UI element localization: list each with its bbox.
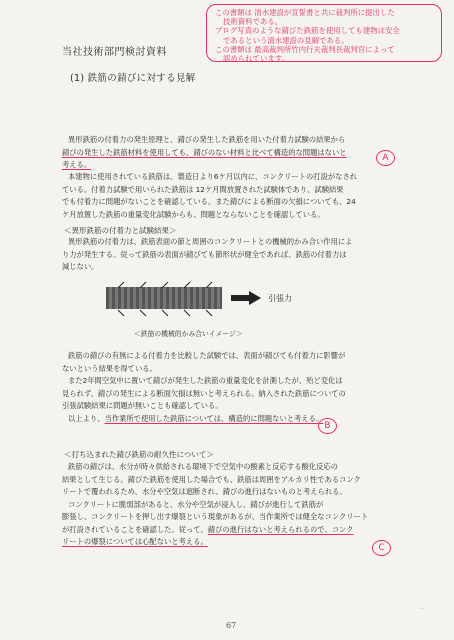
text-line: 異形鉄筋の付着力の発生原理と、錆びの発生した鉄筋を用いた付着力試験の結果から (68, 135, 346, 144)
paragraph-bond (62, 236, 392, 274)
underlined-span: 錆びの進行はないと考えられるので、コンク (207, 524, 354, 534)
arrow-head-icon (249, 291, 261, 305)
section-heading: ＜打ち込まれた錆び鉄筋の耐久性について＞ (64, 450, 214, 459)
text-line: 引張試験結果に問題が無いことも確認している。 (62, 401, 223, 410)
text-line: 鉄筋の錆びの有無による付着力を比較した試験では、表面が錆びても付着力に影響が (68, 351, 346, 360)
force-label: 引張力 (268, 294, 292, 303)
mark-b: B (318, 418, 337, 434)
annotation-line: ブログ写真のような錆びた鉄筋を使用しても建物は安全 (215, 26, 400, 36)
underlined-line: 錆びの発生した鉄筋材料を使用しても、錆びのない材料と比べて構造的な問題はないと (62, 147, 347, 157)
mark-a: A (376, 150, 395, 166)
section-heading: ＜異形鉄筋の付着力と試験結果＞ (64, 226, 177, 235)
text-line: ないという結果を得ている。 (62, 363, 157, 373)
text-line: また2年間空気中に置いて錆びが発生した鉄筋の重量変化を計測したが、殆ど変化は (68, 376, 343, 385)
text-line: コンクリートに脆弱部があると、水分や空気が浸入し、錆びが進行して鉄筋が (68, 499, 324, 509)
page-number: 67 (226, 621, 237, 630)
paragraph-durability (62, 461, 392, 549)
text-line: 膨張し、コンクリートを押し出す爆裂という現象があるが、当作業所では健全なコンクリート (62, 512, 369, 521)
underlined-span: 当作業所で使用した鉄筋については、構造的に問題ないと考える。 (104, 413, 324, 423)
paragraph-intro (62, 134, 392, 172)
text-line: ケ月放置した鉄筋の重量変化試験からも、問題とならないことを確認している。 (62, 209, 325, 219)
annotation-box (206, 4, 442, 62)
annotation-line: この書類は 清水建設が宣誓書と共に裁判所に提出した (215, 8, 395, 17)
annotation-line: であるという清水建設の見解である。 (223, 35, 349, 45)
mark-c: C (372, 540, 391, 556)
rebar-ribs (100, 278, 230, 320)
text-line: 異形鉄筋の付着力は、鉄筋表面の節と周囲のコンクリートとの機械的かみ合い作用によ (68, 237, 353, 246)
document-subtitle: (1) 鉄筋の錆びに対する見解 (70, 73, 196, 84)
text-span: 以上より、 (68, 413, 105, 423)
text-line (62, 524, 392, 537)
paragraph-test-results (62, 350, 392, 425)
text-line: り力が発生する。従って鉄筋の表面が錆びても節形状が健全であれば、鉄筋の付着力は (62, 249, 347, 259)
text-line: 鉄筋の錆びは、水分が時々供給される環境下で空気中の酸素と反応する酸化反応の (68, 462, 338, 471)
annotation-line: 技術資料である。 (223, 17, 283, 27)
underlined-line: 考える。 (62, 160, 92, 169)
annotation-line: この書類は 最高裁判所竹内行夫裁判長裁判官によって (215, 44, 395, 54)
paragraph-building (62, 171, 392, 221)
text-line: 結果として生じる。錆びた鉄筋を使用した場合でも、鉄筋は周囲をアルカリ性であるコンク (62, 474, 361, 484)
text-line: 本建物に使用されている鉄筋は、製造日より6ケ月以内に、コンクリートの打設がなされ (68, 172, 358, 181)
text-span: が打設されていることを確認した。従って、 (62, 524, 208, 534)
text-line: リートで覆われるため、水分や空気は遮断され、錆びの進行はないものと考えられる。 (62, 487, 347, 496)
arrow-right-icon (231, 295, 249, 301)
text-line: でも付着力に問題がないことを確認している。また錆びによる断面の欠損についても、24 (62, 197, 356, 206)
corner-mark: ·· (420, 606, 424, 612)
text-line: 見られず、錆びの発生による断面欠損は無いと考えられる。納入された鉄筋についての (62, 388, 346, 398)
figure-caption: ＜鉄筋の機械的かみ合いイメージ＞ (134, 330, 243, 338)
text-line: ている。付着力試験で用いられた鉄筋は 12ケ月間放置された試験体であり、試験結果 (62, 184, 344, 194)
underlined-line: リートの爆裂については心配ないと考える。 (62, 537, 208, 546)
text-line: 減じない。 (62, 262, 99, 271)
text-line (62, 413, 392, 426)
document-title: 当社技術部門検討資料 (62, 47, 167, 58)
annotation-line: 認められています。 (223, 54, 289, 64)
